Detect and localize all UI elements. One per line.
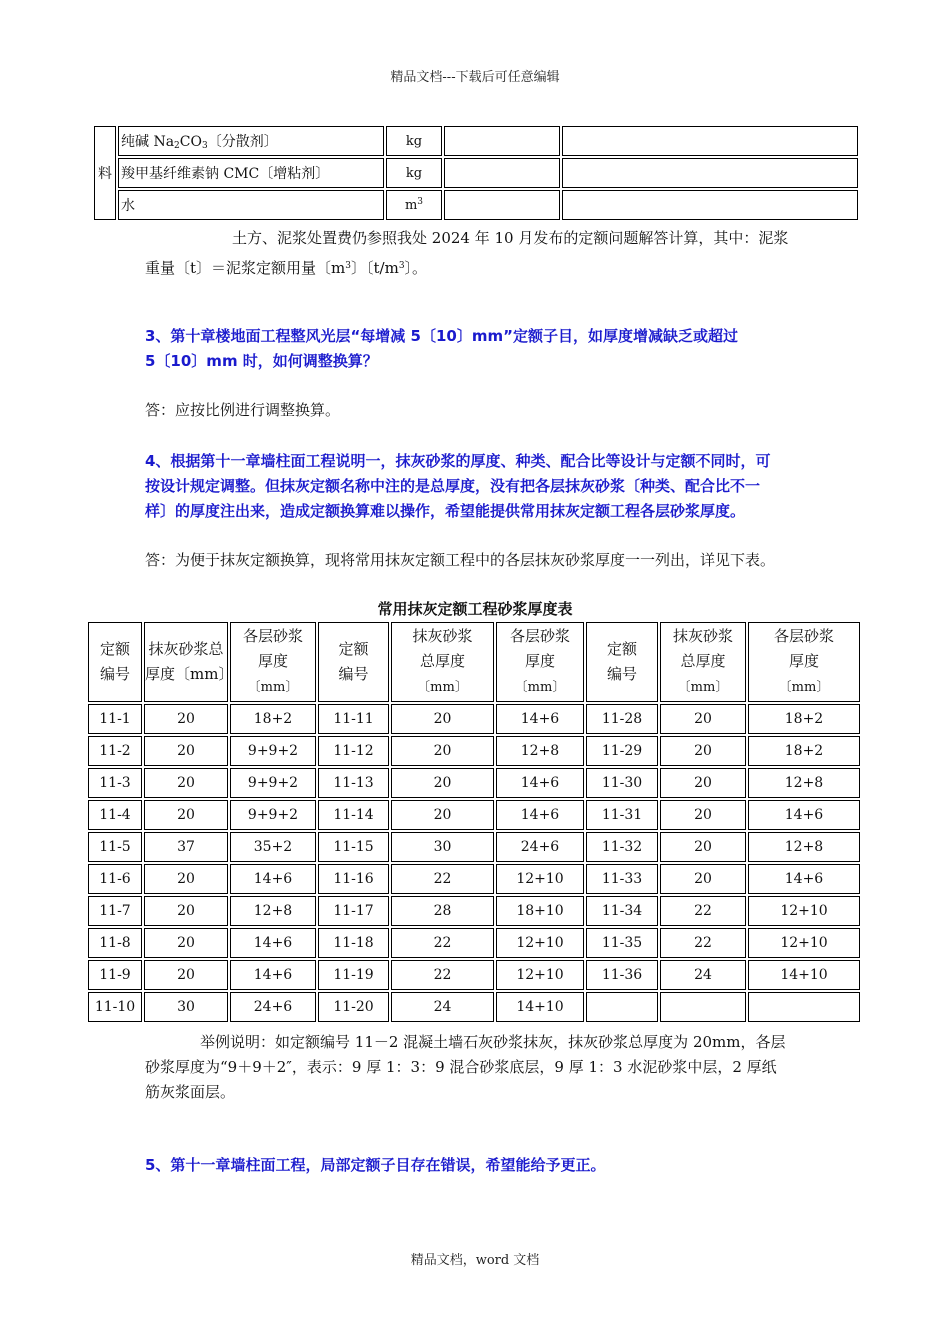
table-row [88, 768, 860, 798]
table-cell: 11-6 [88, 864, 142, 894]
table-cell: 20 [660, 800, 746, 830]
table-cell: 12+10 [748, 896, 860, 926]
header-code: 定额 编号 [586, 622, 658, 702]
table-cell: 12+8 [496, 736, 584, 766]
table-cell: 20 [144, 768, 228, 798]
table-cell: 11-32 [586, 832, 658, 862]
table-cell: 14+6 [748, 800, 860, 830]
table-row [88, 736, 860, 766]
empty-cell [562, 158, 858, 188]
table-row [88, 704, 860, 734]
table-cell: 20 [660, 832, 746, 862]
table-cell: 11-20 [318, 992, 389, 1022]
table-row [88, 928, 860, 958]
table-cell: 11-31 [586, 800, 658, 830]
table-cell: 20 [391, 704, 494, 734]
table-cell: 18+2 [230, 704, 316, 734]
table-cell: 12+8 [748, 768, 860, 798]
table-cell: 12+10 [748, 928, 860, 958]
table-cell: 14+6 [230, 928, 316, 958]
table-cell: 35+2 [230, 832, 316, 862]
table-cell: 11-14 [318, 800, 389, 830]
table-cell: 30 [391, 832, 494, 862]
table-cell: 9+9+2 [230, 736, 316, 766]
header-code: 定额 编号 [318, 622, 389, 702]
note-line-2: 重量〔t〕＝泥浆定额用量〔$m^3$〕〔$t/m^3$〕。 [145, 259, 428, 277]
table-cell: 14+6 [230, 960, 316, 990]
example-line-2: 砂浆厚度为“9＋9＋2″，表示：9 厚 1：3：9 混合砂浆底层，9 厚 1：3 水泥砂浆中层，2 厚纸 [145, 1058, 777, 1076]
table-cell: 11-5 [88, 832, 142, 862]
question-4-line-1: 4、根据第十一章墙柱面工程说明一，抹灰砂浆的厚度、种类、配合比等设计与定额不同时，可 [145, 452, 771, 470]
table-row [88, 992, 860, 1022]
question-3-line-1: 3、第十章楼地面工程整风光层“每增减 5〔10〕mm”定额子目，如厚度增减缺乏或超过 [145, 327, 738, 345]
page-footer: 精品文档，word 文档 [410, 1253, 540, 1268]
table-cell: 11-34 [586, 896, 658, 926]
header-layer-thickness: 各层砂浆 厚度 〔mm〕 [496, 622, 584, 702]
table-cell: 30 [144, 992, 228, 1022]
table-cell: 11-4 [88, 800, 142, 830]
table-cell: 11-1 [88, 704, 142, 734]
table-cell: 14+10 [496, 992, 584, 1022]
table-cell: 11-16 [318, 864, 389, 894]
page-header: 精品文档---下载后可任意编辑 [390, 70, 560, 85]
table-cell: 11-35 [586, 928, 658, 958]
table-cell: 9+9+2 [230, 768, 316, 798]
material-name: 羧甲基纤维素钠 CMC〔增粘剂〕 [118, 158, 384, 188]
table-cell: 14+6 [496, 800, 584, 830]
table-cell: 20 [660, 704, 746, 734]
header-total-thickness: 抹灰砂浆 总厚度 〔mm〕 [391, 622, 494, 702]
table-cell: 14+6 [496, 704, 584, 734]
table-cell: 12+8 [748, 832, 860, 862]
table-cell: 20 [144, 896, 228, 926]
table-cell: 24+6 [230, 992, 316, 1022]
answer-3: 答：应按比例进行调整换算。 [145, 401, 341, 419]
table-cell: 11-28 [586, 704, 658, 734]
table-cell: 20 [144, 928, 228, 958]
empty-cell [562, 126, 858, 156]
table-cell: 20 [660, 736, 746, 766]
header-layer-thickness: 各层砂浆 厚度 〔mm〕 [230, 622, 316, 702]
table-row [94, 126, 858, 156]
table-row [88, 960, 860, 990]
table-cell: 12+10 [496, 864, 584, 894]
table-cell: 11-33 [586, 864, 658, 894]
material-unit: $m^3$ [386, 190, 442, 220]
empty-cell [444, 158, 560, 188]
table-cell: 12+10 [496, 928, 584, 958]
material-name: 水 [118, 190, 384, 220]
table-cell: 18+2 [748, 736, 860, 766]
table-cell: 14+6 [230, 864, 316, 894]
table-cell: 22 [660, 896, 746, 926]
table-cell [748, 992, 860, 1022]
table-row [94, 190, 858, 220]
table-cell: 20 [144, 800, 228, 830]
question-4-line-3: 样〕的厚度注出来，造成定额换算难以操作，希望能提供常用抹灰定额工程各层砂浆厚度。 [145, 502, 746, 520]
table-cell: 20 [660, 768, 746, 798]
empty-cell [444, 126, 560, 156]
table-cell: 24 [391, 992, 494, 1022]
example-line-1: 举例说明：如定额编号 11－2 混凝土墙石灰砂浆抹灰，抹灰砂浆总厚度为 20mm，各层 [200, 1033, 786, 1051]
table-cell [586, 992, 658, 1022]
table-cell: 11-19 [318, 960, 389, 990]
question-3-line-2: 5〔10〕mm 时，如何调整换算？ [145, 352, 378, 370]
table-cell: 28 [391, 896, 494, 926]
table-cell: 11-36 [586, 960, 658, 990]
table-cell: 9+9+2 [230, 800, 316, 830]
table-cell: 11-11 [318, 704, 389, 734]
table-cell: 11-7 [88, 896, 142, 926]
material-unit: kg [386, 158, 442, 188]
table-cell: 20 [391, 800, 494, 830]
table-cell: 24 [660, 960, 746, 990]
table-cell: 22 [391, 928, 494, 958]
material-name: 纯碱 $Na_2CO_3$〔分散剂〕 [118, 126, 384, 156]
header-total-thickness: 抹灰砂浆 总厚度 〔mm〕 [660, 622, 746, 702]
table-cell: 22 [660, 928, 746, 958]
table-cell: 20 [144, 736, 228, 766]
plaster-thickness-table [86, 620, 862, 1024]
table-cell: 18+10 [496, 896, 584, 926]
table-row [94, 158, 858, 188]
table-cell: 11-12 [318, 736, 389, 766]
category-cell: 料 [94, 126, 116, 220]
table-row [88, 832, 860, 862]
table-cell: 11-8 [88, 928, 142, 958]
table-cell: 11-29 [586, 736, 658, 766]
table-title: 常用抹灰定额工程砂浆厚度表 [377, 600, 573, 618]
table-row [88, 896, 860, 926]
table-cell: 14+6 [496, 768, 584, 798]
table-cell: 18+2 [748, 704, 860, 734]
table-cell: 14+10 [748, 960, 860, 990]
table-cell [660, 992, 746, 1022]
table-cell: 20 [144, 704, 228, 734]
header-layer-thickness: 各层砂浆 厚度 〔mm〕 [748, 622, 860, 702]
table-cell: 22 [391, 864, 494, 894]
table-cell: 11-17 [318, 896, 389, 926]
question-5: 5、第十一章墙柱面工程，局部定额子目存在错误，希望能给予更正。 [145, 1156, 606, 1174]
example-line-3: 筋灰浆面层。 [145, 1083, 236, 1101]
material-table [92, 124, 860, 222]
table-cell: 11-15 [318, 832, 389, 862]
header-code: 定额 编号 [88, 622, 142, 702]
table-cell: 11-13 [318, 768, 389, 798]
table-row [88, 800, 860, 830]
table-cell: 11-2 [88, 736, 142, 766]
table-cell: 20 [391, 768, 494, 798]
table-cell: 20 [660, 864, 746, 894]
question-4-line-2: 按设计规定调整。但抹灰定额名称中注的是总厚度，没有把各层抹灰砂浆〔种类、配合比不一 [145, 477, 761, 495]
table-cell: 20 [391, 736, 494, 766]
table-cell: 11-18 [318, 928, 389, 958]
empty-cell [444, 190, 560, 220]
table-header-row [88, 622, 860, 702]
table-row [88, 864, 860, 894]
table-cell: 20 [144, 960, 228, 990]
empty-cell [562, 190, 858, 220]
table-cell: 11-30 [586, 768, 658, 798]
answer-4: 答：为便于抹灰定额换算，现将常用抹灰定额工程中的各层抹灰砂浆厚度一一列出，详见下表。 [145, 551, 776, 569]
table-cell: 20 [144, 864, 228, 894]
material-unit: kg [386, 126, 442, 156]
table-cell: 14+6 [748, 864, 860, 894]
table-cell: 12+10 [496, 960, 584, 990]
note-line-1: 土方、泥浆处置费仍参照我处 2024 年 10 月发布的定额问题解答计算，其中：泥浆 [232, 229, 789, 247]
header-total-thickness: 抹灰砂浆总 厚度〔mm〕 [144, 622, 228, 702]
table-cell: 11-3 [88, 768, 142, 798]
table-cell: 11-9 [88, 960, 142, 990]
table-cell: 11-10 [88, 992, 142, 1022]
table-cell: 37 [144, 832, 228, 862]
table-cell: 24+6 [496, 832, 584, 862]
table-cell: 22 [391, 960, 494, 990]
table-cell: 12+8 [230, 896, 316, 926]
